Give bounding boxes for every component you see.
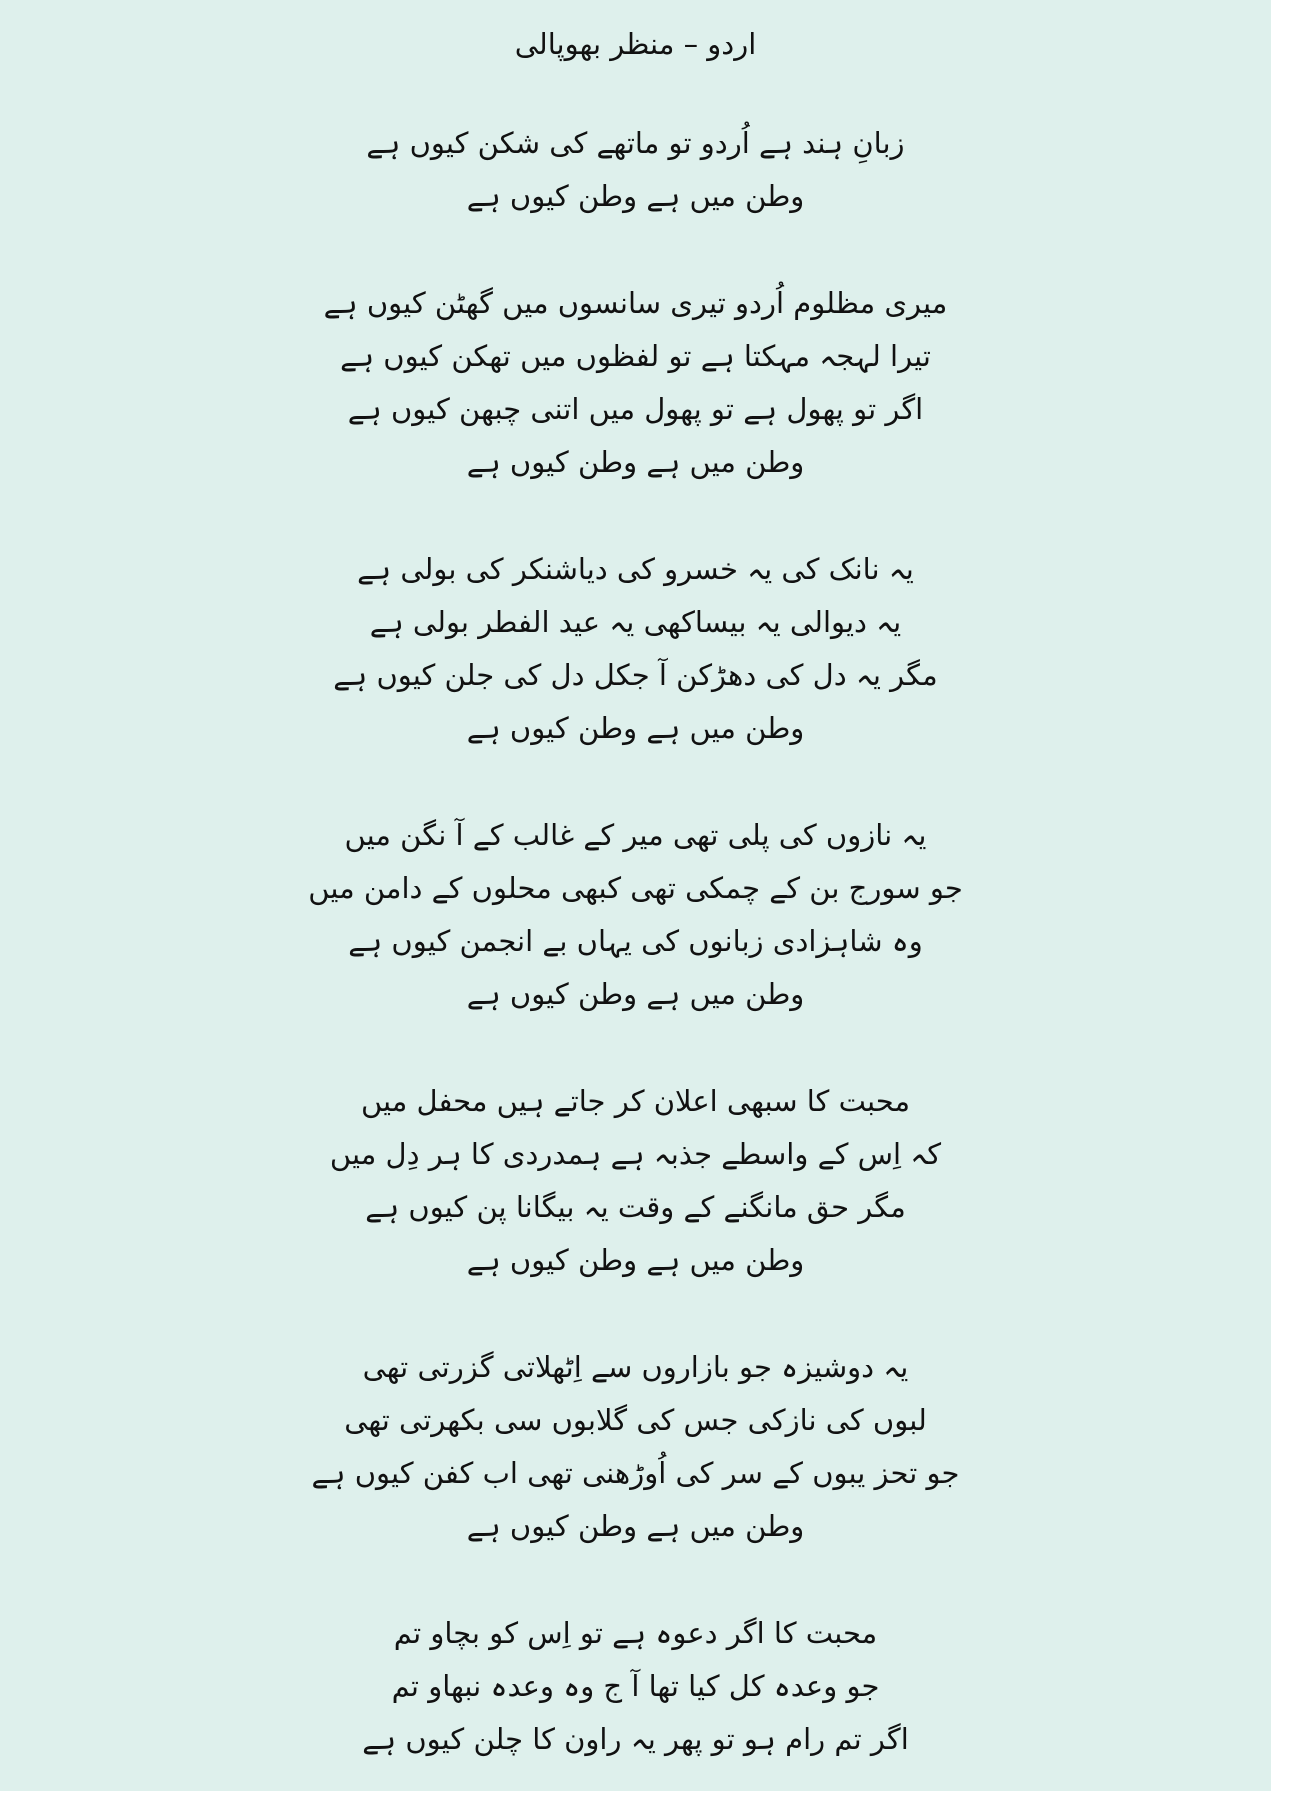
refrain-line: وطن میں ہے وطن کیوں ہے: [466, 179, 805, 213]
poem-line: جو تحز یبوں کے سر کی اُوڑھنی تھی اب کفن کیوں ہے: [311, 1456, 960, 1490]
stanza: [0, 543, 1271, 755]
poem-line: محبت کا سبھی اعلان کر جاتے ہیں محفل میں: [360, 1084, 911, 1118]
refrain-line: وطن میں ہے وطن کیوں ہے: [466, 977, 805, 1011]
poem-line: جو وعدہ کل کیا تھا آ ج وہ وعدہ نبھاو تم: [391, 1669, 880, 1703]
stanza: [0, 1607, 1271, 1766]
poem-line: یہ دیوالی یہ بیساکھی یہ عید الفطر بولی ہے: [369, 605, 902, 639]
refrain-line: وطن میں ہے وطن کیوں ہے: [466, 1509, 805, 1543]
poem-line: یہ نازوں کی پلی تھی میر کے غالب کے آ نگن میں: [344, 818, 927, 852]
poem-line: کہ اِس کے واسطے جذبہ ہے ہمدردی کا ہر دِل میں: [329, 1137, 942, 1171]
stanza: [0, 117, 1271, 223]
poem-line: تیرا لہجہ مہکتا ہے تو لفظوں میں تھکن کیوں ہے: [340, 339, 931, 373]
poem-line: اگر تو پھول ہے تو پھول میں اتنی چبھن کیوں ہے: [347, 392, 924, 426]
stanza: [0, 809, 1271, 1021]
poem-line: مگر یہ دل کی دھڑکن آ جکل دل کی جلن کیوں ہے: [333, 658, 938, 692]
poem-line: مگر حق مانگنے کے وقت یہ بیگانا پن کیوں ہے: [365, 1190, 906, 1224]
poem-line: اگر تم رام ہو تو پھر یہ راون کا چلن کیوں ہے: [362, 1722, 909, 1756]
poem-title: اردو – منظر بھوپالی: [514, 27, 757, 61]
poem-line: لبوں کی نازکی جس کی گلابوں سی بکھرتی تھی: [344, 1403, 927, 1437]
stanza: [0, 1075, 1271, 1287]
poem-line: وہ شاہزادی زبانوں کی یہاں بے انجمن کیوں ہے: [348, 924, 923, 958]
poem-line: زبانِ ہند ہے اُردو تو ماتھے کی شکن کیوں ہے: [366, 126, 905, 160]
poem: [0, 22, 1271, 1820]
stanza: [0, 277, 1271, 489]
poem-line: میری مظلوم اُردو تیری سانسوں میں گھٹن کیوں ہے: [323, 286, 948, 320]
refrain-line: وطن میں ہے وطن کیوں ہے: [466, 711, 805, 745]
poem-line: محبت کا اگر دعوہ ہے تو اِس کو بچاو تم: [393, 1616, 878, 1650]
poem-line: جو سورج بن کے چمکی تھی کبھی محلوں کے دامن میں: [308, 871, 963, 905]
stanza: [0, 1341, 1271, 1553]
poem-line: یہ دوشیزہ جو بازاروں سے اِٹھلاتی گزرتی تھی: [362, 1350, 909, 1384]
poem-line: یہ نانک کی یہ خسرو کی دیاشنکر کی بولی ہے: [357, 552, 914, 586]
refrain-line: وطن میں ہے وطن کیوں ہے: [466, 1243, 805, 1277]
refrain-line: وطن میں ہے وطن کیوں ہے: [466, 445, 805, 479]
